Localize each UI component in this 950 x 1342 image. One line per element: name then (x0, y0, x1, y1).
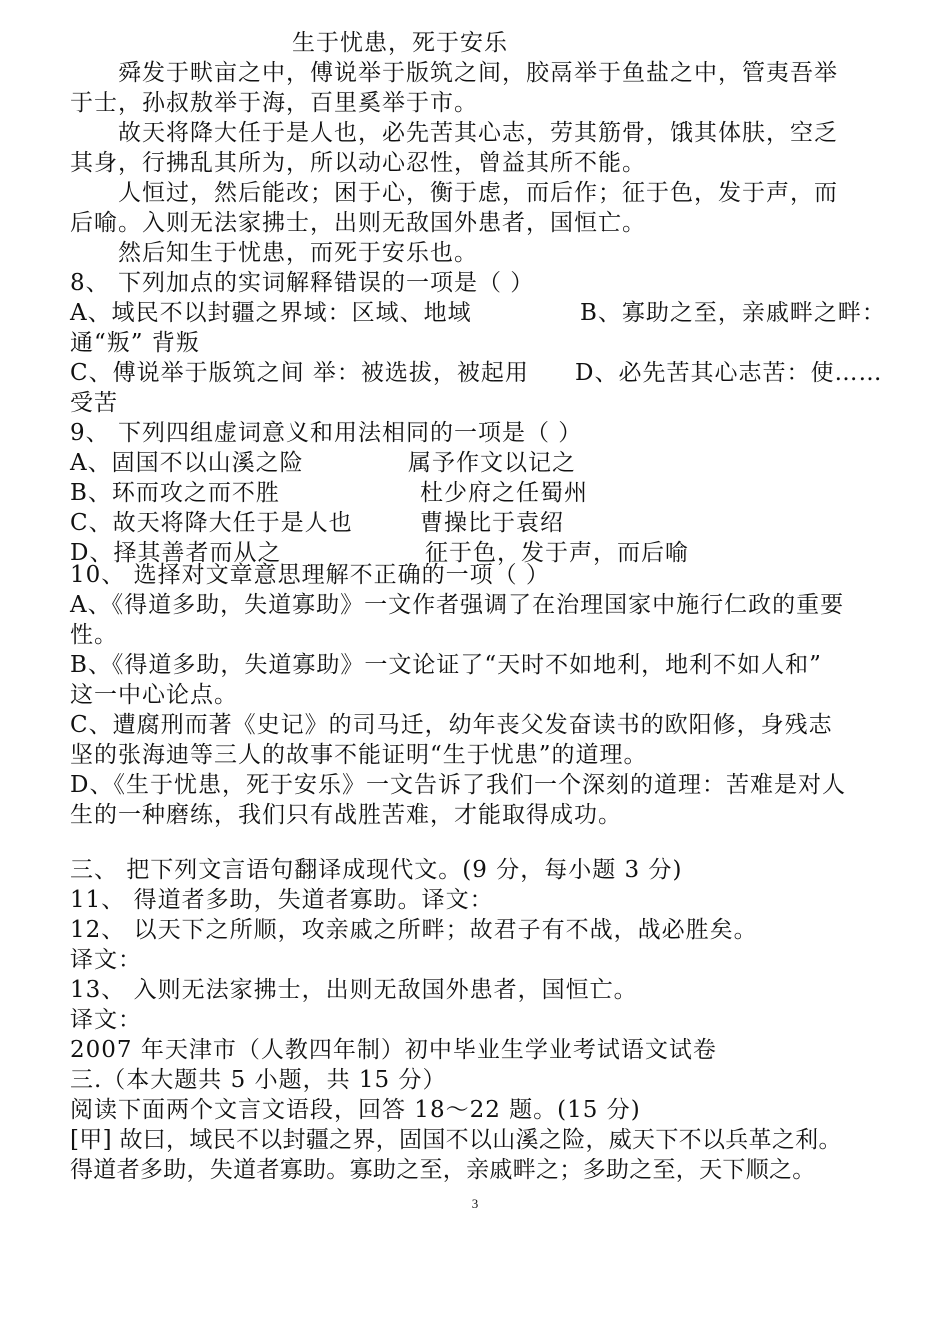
question-13-translation-label: 译文： (70, 1007, 142, 1033)
passage-paragraph-line: 其身，行拂乱其所为，所以动心忍性，曾益其所不能。 (70, 150, 646, 176)
question-8-stem: 8、 下列加点的实词解释错误的一项是（ ） (70, 270, 535, 296)
passage-paragraph-line: 故天将降大任于是人也，必先苦其心志，劳其筋骨，饿其体肤，空乏 (118, 120, 838, 146)
passage-paragraph-line: 后喻。入则无法家拂士，出则无敌国外患者，国恒亡。 (70, 210, 646, 236)
option-b-text: B、寡助之至，亲戚畔之畔： (580, 300, 886, 326)
question-9-option-row (70, 508, 900, 538)
option-left: C、故天将降大任于是人也 (70, 510, 353, 536)
question-10-stem: 10、 选择对文章意思理解不正确的一项（ ） (70, 562, 550, 588)
option-left: A、固国不以山溪之险 (70, 450, 304, 476)
passage-paragraph-line: 舜发于畎亩之中，傅说举于版筑之间，胶鬲举于鱼盐之中，管夷吾举 (118, 60, 838, 86)
question-11: 11、 得道者多助，失道者寡助。译文： (70, 887, 494, 913)
question-10-option-line: 这一中心论点。 (70, 682, 238, 708)
exam-part-heading: 三.（本大题共 5 小题，共 15 分） (70, 1067, 447, 1093)
question-10-option-line: 性。 (70, 622, 118, 648)
option-right: 杜少府之任蜀州 (420, 480, 588, 506)
option-c-text: C、傅说举于版筑之间 举：被选拔，被起用 (70, 360, 529, 386)
question-13: 13、 入则无法家拂士，出则无敌国外患者，国恒亡。 (70, 977, 638, 1003)
question-10-option-line: 生的一种磨练，我们只有战胜苦难，才能取得成功。 (70, 802, 622, 828)
passage-paragraph-line: 人恒过，然后能改；困于心，衡于虑，而后作；征于色，发于声，而 (118, 180, 838, 206)
option-d-text: D、必先苦其心志苦：使…… (575, 360, 883, 386)
question-8-option-b-cont: 通“叛” 背叛 (70, 330, 200, 356)
question-10-option-line: A、《得道多助，失道寡助》一文作者强调了在治理国家中施行仁政的重要 (70, 592, 845, 618)
option-right: 曹操比于袁绍 (420, 510, 564, 536)
passage-jia-line: [甲] 故曰，域民不以封疆之界，固国不以山溪之险，威天下不以兵革之利。 (70, 1127, 842, 1153)
question-9-stem: 9、 下列四组虚词意义和用法相同的一项是（ ） (70, 420, 583, 446)
option-right: 征于色，发于声，而后喻 (425, 540, 689, 566)
question-12-translation-label: 译文： (70, 947, 142, 973)
question-8-option-c (70, 358, 900, 388)
question-9-option-row (70, 478, 900, 508)
passage-paragraph-line: 然后知生于忧患，而死于安乐也。 (118, 240, 478, 266)
passage-title: 生于忧患，死于安乐 (292, 30, 508, 56)
question-10-option-line: B、《得道多助，失道寡助》一文论证了“天时不如地利，地利不如人和” (70, 652, 822, 678)
option-left: B、环而攻之而不胜 (70, 480, 280, 506)
question-8-option-a (70, 298, 900, 328)
exam-title: 2007 年天津市（人教四年制）初中毕业生学业考试语文试卷 (70, 1037, 717, 1063)
section-3-heading: 三、 把下列文言语句翻译成现代文。(9 分，每小题 3 分) (70, 857, 683, 883)
question-12: 12、 以天下之所顺，攻亲戚之所畔；故君子有不战，战必胜矣。 (70, 917, 758, 943)
question-10-option-line: C、遭腐刑而著《史记》的司马迁，幼年丧父发奋读书的欧阳修，身残志 (70, 712, 833, 738)
exam-instruction: 阅读下面两个文言文语段，回答 18～22 题。(15 分) (70, 1097, 641, 1123)
passage-jia-line: 得道者多助，失道者寡助。寡助之至，亲戚畔之；多助之至，天下顺之。 (70, 1157, 816, 1183)
option-a-text: A、域民不以封疆之界域：区域、地域 (70, 300, 472, 326)
passage-paragraph-line: 于士，孙叔敖举于海，百里奚举于市。 (70, 90, 478, 116)
option-right: 属予作文以记之 (408, 450, 576, 476)
question-8-option-d-cont: 受苦 (70, 390, 118, 416)
page-number: 3 (471, 1196, 479, 1211)
question-9-option-row (70, 448, 900, 478)
question-10-option-line: D、《生于忧患，死于安乐》一文告诉了我们一个深刻的道理：苦难是对人 (70, 772, 846, 798)
question-10-option-line: 坚的张海迪等三人的故事不能证明“生于忧患”的道理。 (70, 742, 648, 768)
option-left: D、择其善者而从之 (70, 540, 282, 566)
